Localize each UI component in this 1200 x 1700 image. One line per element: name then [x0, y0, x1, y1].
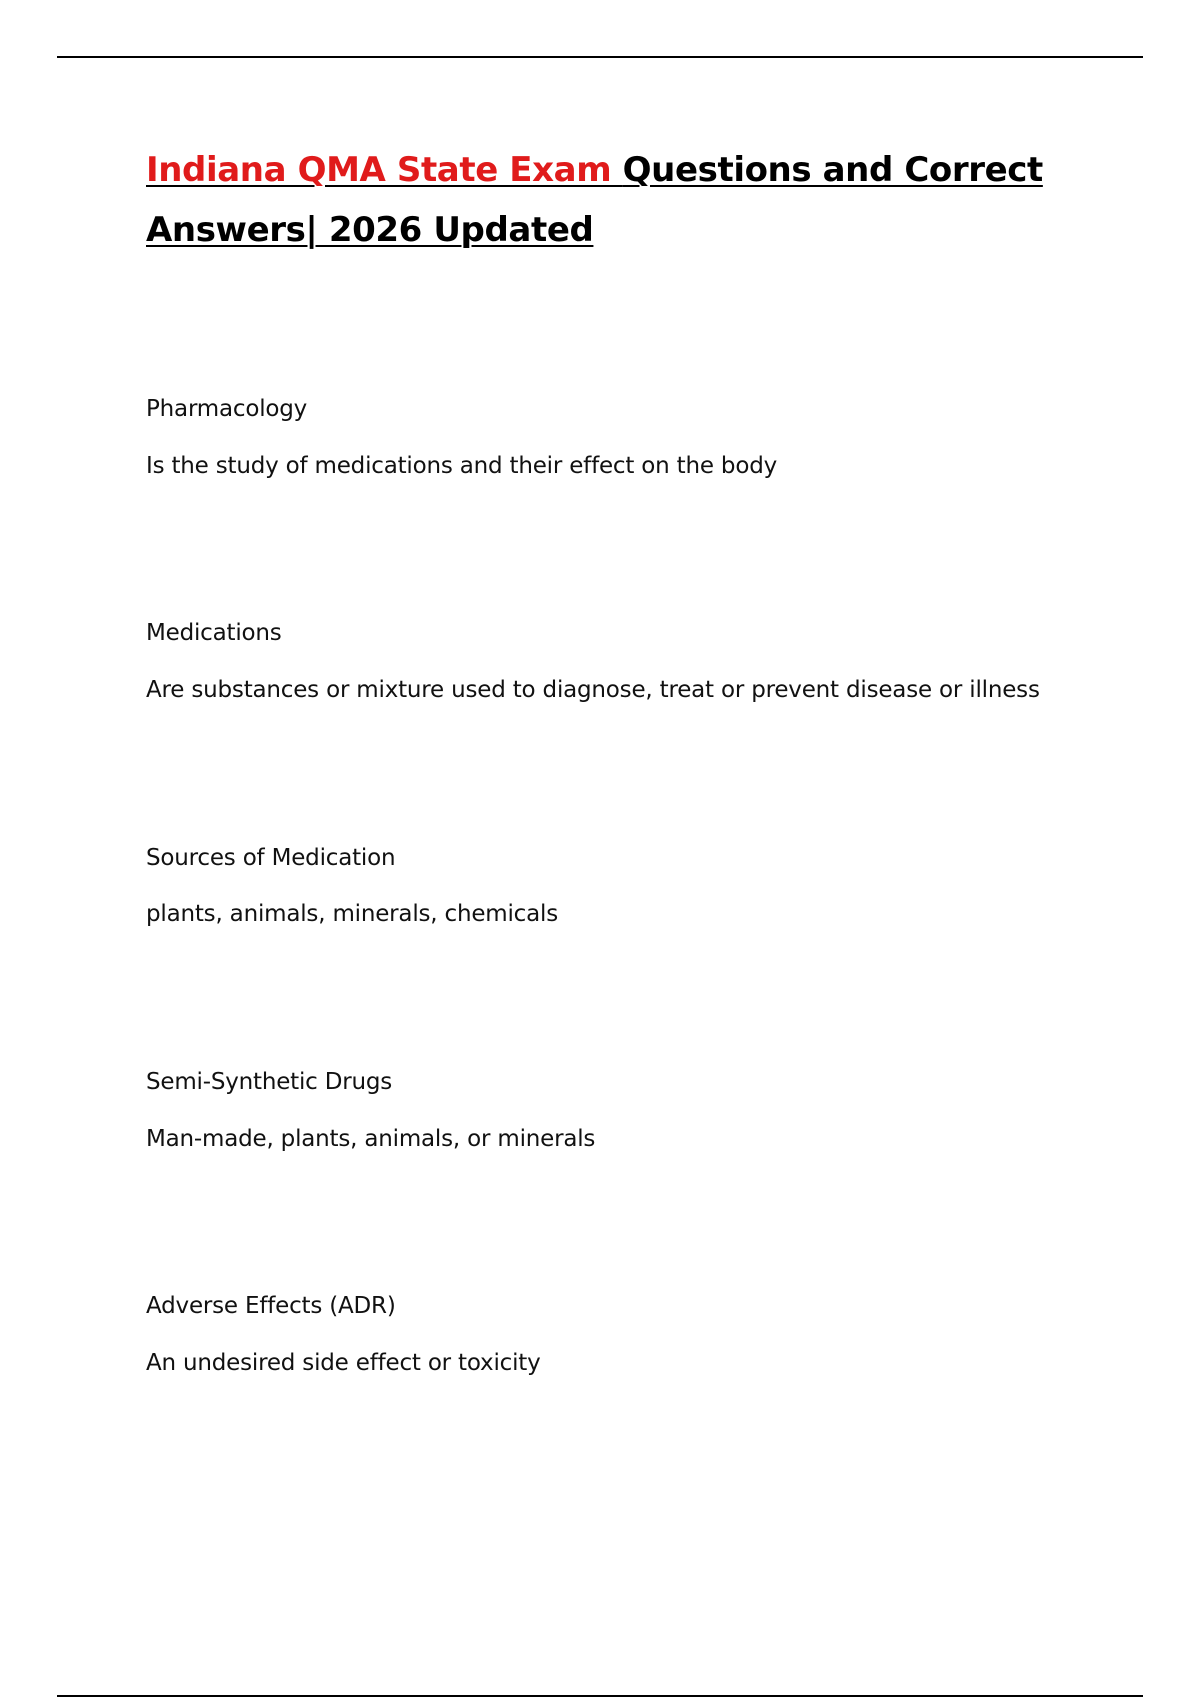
definition-semi-synthetic-drugs: Man-made, plants, animals, or minerals	[146, 1126, 596, 1152]
definition-adverse-effects: An undesired side effect or toxicity	[146, 1350, 541, 1376]
term-semi-synthetic-drugs: Semi-Synthetic Drugs	[146, 1069, 393, 1095]
document-title	[146, 140, 1106, 260]
header-rule	[57, 56, 1143, 58]
definition-sources-of-medication: plants, animals, minerals, chemicals	[146, 901, 558, 927]
footer-rule	[57, 1695, 1143, 1697]
term-adverse-effects: Adverse Effects (ADR)	[146, 1293, 396, 1319]
title-rest: Questions and Correct Answers| 2026 Updated	[146, 150, 1043, 250]
term-medications: Medications	[146, 620, 282, 646]
term-pharmacology: Pharmacology	[146, 396, 308, 422]
definition-pharmacology: Is the study of medications and their effect on the body	[146, 453, 778, 479]
title-highlight: Indiana QMA State Exam	[146, 150, 623, 190]
definition-medications: Are substances or mixture used to diagnose, treat or prevent disease or illness	[146, 677, 1040, 703]
term-sources-of-medication: Sources of Medication	[146, 845, 396, 871]
